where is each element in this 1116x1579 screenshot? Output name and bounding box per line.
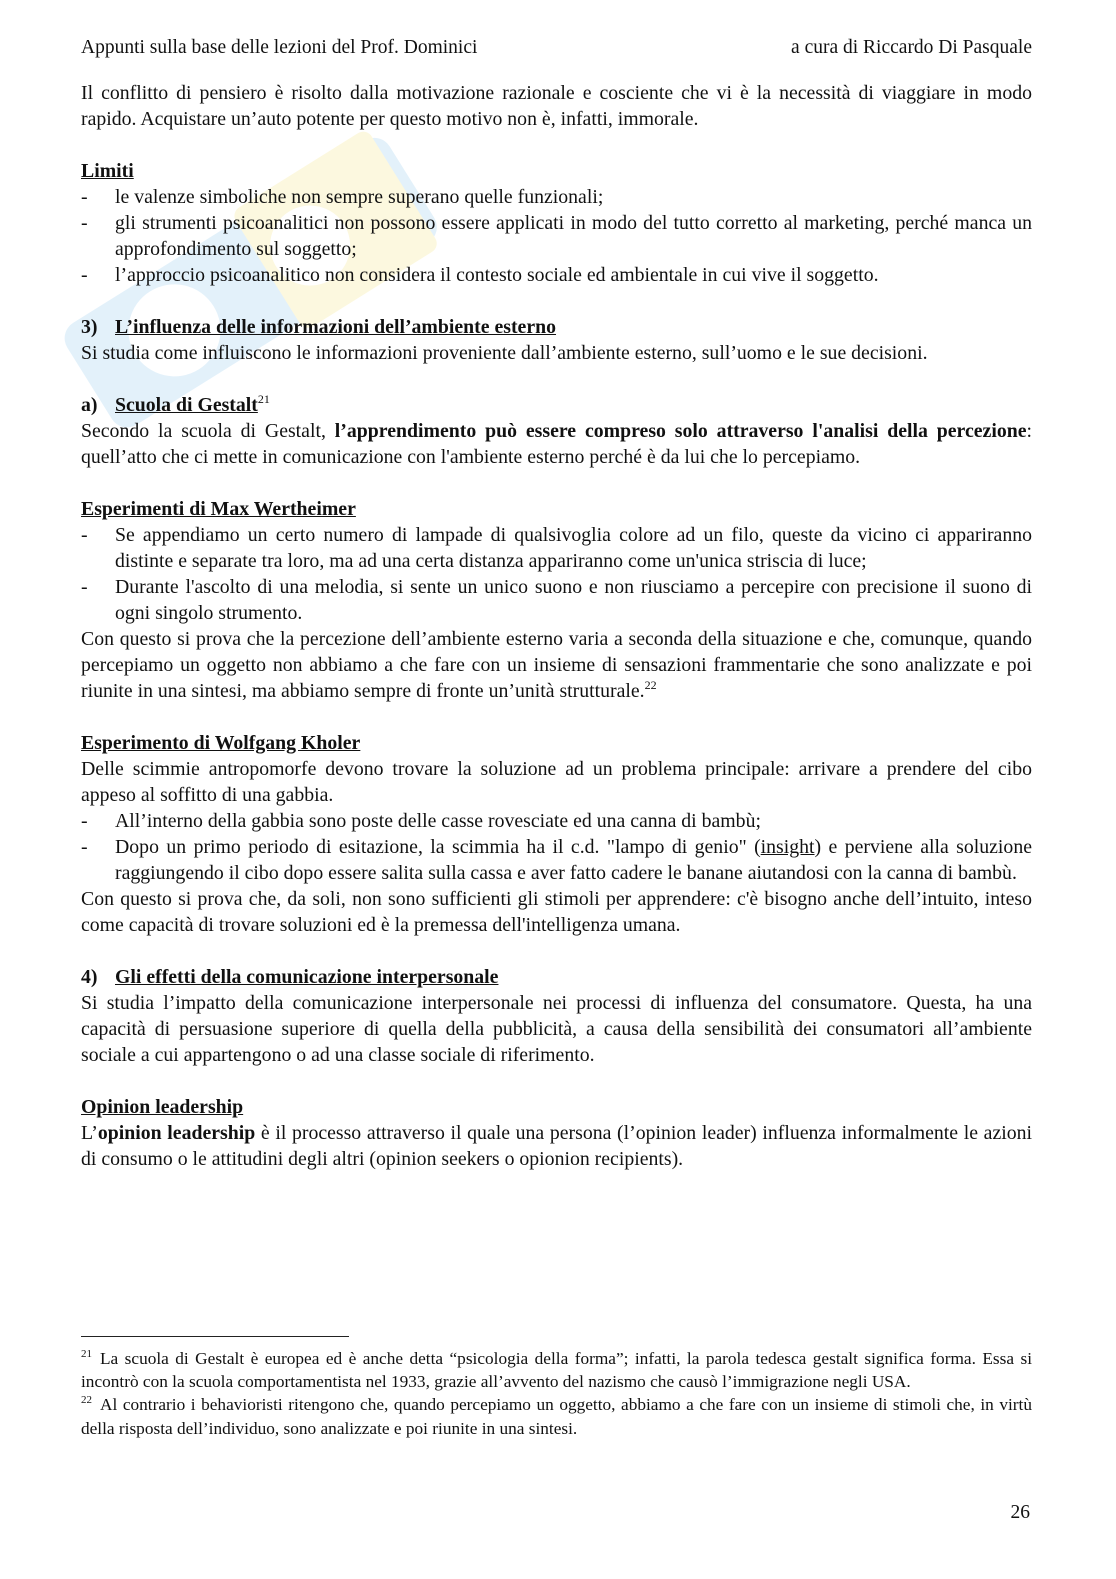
kohler-intro: Delle scimmie antropomorfe devono trovare la soluzione ad un problema principale: arrivare a prendere del cibo appeso al soffitto di una gabbia.	[81, 758, 1032, 806]
list-item: - le valenze simboliche non sempre superano quelle funzionali;	[81, 184, 1032, 210]
kohler-conclusion: Con questo si prova che, da soli, non sono sufficienti gli stimoli per apprendere: c'è bisogno anche dell’intuito, inteso come capacità di trovare soluzioni ed è la premessa dell'intelligenza umana.	[81, 888, 1032, 936]
list-item: - Dopo un primo periodo di esitazione, la scimmia ha il c.d. "lampo di genio" (insight) e perviene alla soluzione raggiungendo il cibo dopo essere salita sulla cassa e aver fatto cadere le banane aiutandosi con la canna di bambù.	[81, 834, 1032, 886]
footnote-22: $^{22}$ Al contrario i behavioristi ritengono che, quando percepiamo un oggetto, abbiamo a che fare con un insieme di stimoli che, in virtù della risposta dell’individuo, sono analizzate e poi riunite in una sintesi.	[81, 1394, 1032, 1438]
footnotes	[81, 1336, 1032, 1440]
page-header	[81, 37, 1032, 61]
insight-term: insight	[760, 836, 815, 858]
wertheimer-heading: Esperimenti di Max Wertheimer	[81, 498, 356, 520]
wertheimer-list	[81, 522, 1032, 626]
header-left: Appunti sulla base delle lezioni del Prof. Dominici	[81, 37, 478, 58]
page-number: 26	[1010, 1502, 1030, 1523]
kohler-list	[81, 808, 1032, 886]
opinion-heading: Opinion leadership	[81, 1096, 244, 1118]
section-4-text: Si studia l’impatto della comunicazione interpersonale nei processi di influenza del consumatore. Questa, ha una capacità di persuasione superiore di quella della pubblicità, a causa della sensibilità dei consumatori all’ambiente sociale a cui appartengono o ad una classe sociale di riferimento.	[81, 992, 1032, 1066]
list-item: - Durante l'ascolto di una melodia, si sente un unico suono e non riusciamo a percepire con precisione il suono di ogni singolo strumento.	[81, 574, 1032, 626]
gestalt-heading: a) Scuola di Gestalt$^{21}$	[81, 392, 270, 416]
gestalt-paragraph: Secondo la scuola di Gestalt, l’apprendimento può essere compreso solo attraverso l'analisi della percezione: quell’atto che ci mette in comunicazione con l'ambiente esterno perché è da lui che lo percepiamo.	[81, 420, 1032, 468]
footnote-divider	[81, 1336, 349, 1337]
kohler-heading: Esperimento di Wolfgang Kholer	[81, 732, 361, 754]
limiti-list	[81, 184, 1032, 288]
section-4-heading: 4) Gli effetti della comunicazione interpersonale	[81, 966, 499, 988]
footnote-21: $^{21}$ La scuola di Gestalt è europea ed è anche detta “psicologia della forma”; infatti, la parola tedesca gestalt significa forma. Essa si incontrò con la scuola comportamentista nel 1933, grazie all’avvento del nazismo che causò l’immigrazione negli USA.	[81, 1348, 1032, 1392]
wertheimer-conclusion: Con questo si prova che la percezione dell’ambiente esterno varia a seconda della situazione e che, comunque, quando percepiamo un oggetto non abbiamo a che fare con un insieme di sensazioni frammentarie che sono analizzate e poi riunite in una sintesi, ma abbiamo sempre di fronte un’unità strutturale.$^{22}$	[81, 628, 1032, 702]
opinion-paragraph: L’opinion leadership è il processo attraverso il quale una persona (l’opinion leader) influenza informalmente le azioni di consumo o le attitudini degli altri (opinion seekers o opionion recipients).	[81, 1122, 1032, 1170]
main-content	[81, 80, 1032, 1172]
header-right: a cura di Riccardo Di Pasquale	[791, 37, 1032, 58]
section-3-text: Si studia come influiscono le informazioni proveniente dall’ambiente esterno, sull’uomo e le sue decisioni.	[81, 342, 928, 364]
footnote-ref-22[interactable]: 22	[644, 678, 657, 692]
section-3-heading: 3) L’influenza delle informazioni dell’ambiente esterno	[81, 316, 557, 338]
list-item: - All’interno della gabbia sono poste delle casse rovesciate ed una canna di bambù;	[81, 808, 1032, 834]
list-item: - Se appendiamo un certo numero di lampade di qualsivoglia colore ad un filo, queste da vicino ci appariranno distinte e separate tra loro, ma ad una certa distanza appariranno come un'unica striscia di luce;	[81, 522, 1032, 574]
intro-paragraph: Il conflitto di pensiero è risolto dalla motivazione razionale e cosciente che vi è la necessità di viaggiare in modo rapido. Acquistare un’auto potente per questo motivo non è, infatti, immorale.	[81, 82, 1032, 130]
list-item: - gli strumenti psicoanalitici non possono essere applicati in modo del tutto corretto al marketing, perché manca un approfondimento sul soggetto;	[81, 210, 1032, 262]
list-item: - l’approccio psicoanalitico non considera il contesto sociale ed ambientale in cui vive il soggetto.	[81, 262, 1032, 288]
limiti-heading: Limiti	[81, 160, 134, 182]
